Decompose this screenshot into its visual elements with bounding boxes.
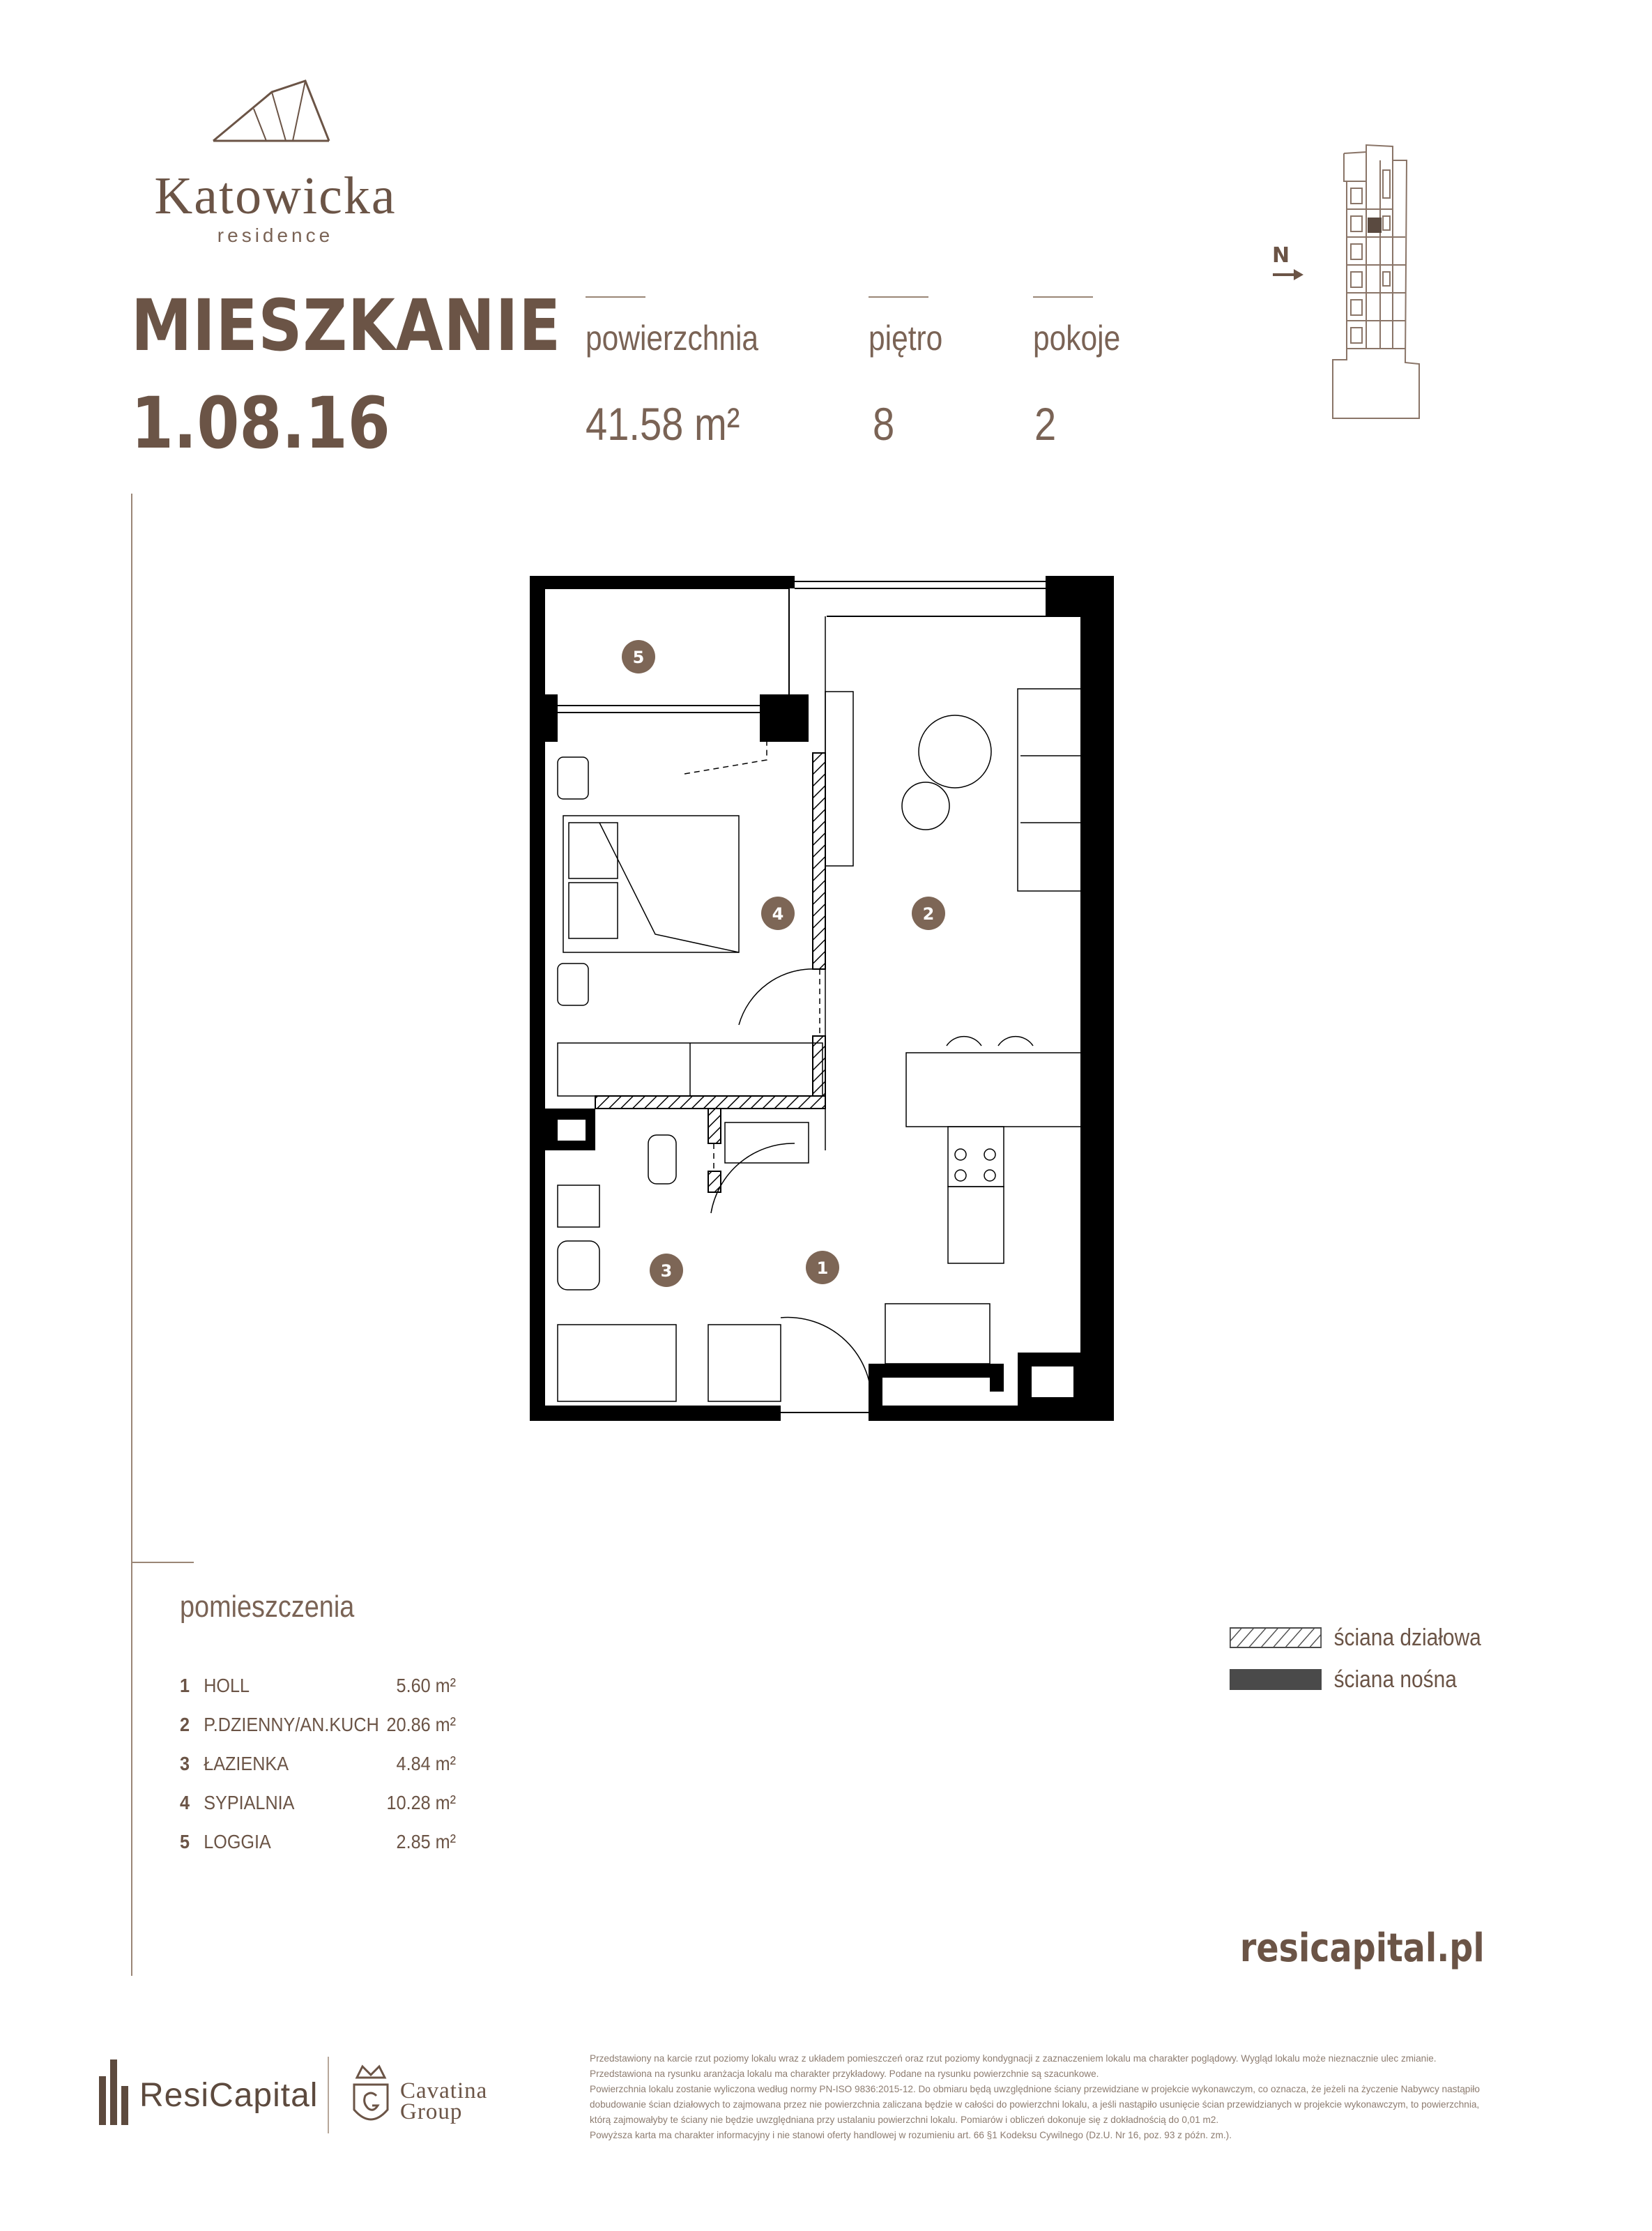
stat-label-rooms: pokoje xyxy=(1033,319,1121,358)
resicapital-logo-icon xyxy=(98,2055,137,2132)
website-link[interactable]: resicapital.pl xyxy=(1240,1926,1485,1971)
room-area: 2.85 m² xyxy=(396,1831,456,1852)
stat-label-area: powierzchnia xyxy=(586,319,759,358)
hatched-wall-swatch xyxy=(1230,1627,1322,1648)
room-row xyxy=(180,1753,456,1781)
apartment-label: MIESZKANIE xyxy=(131,284,562,367)
resicapital-logo-text: ResiCapital xyxy=(139,2077,319,2114)
stat-rule xyxy=(1033,296,1093,298)
room-area: 5.60 m² xyxy=(396,1675,456,1696)
room-area: 10.28 m² xyxy=(386,1792,456,1813)
disclaimer-line: Przedstawiona na rysunku aranżacja lokalu ma charakter przykładowy. Podane na rysunku powierzchnie są szacunkowe. xyxy=(590,2069,1099,2079)
logo-separator xyxy=(328,2057,329,2133)
mountain-logo-icon xyxy=(209,77,335,146)
room-name: HOLL xyxy=(204,1675,250,1696)
brand-subtitle: residence xyxy=(217,224,334,246)
room-number: 5 xyxy=(180,1831,190,1852)
room-number: 3 xyxy=(180,1753,190,1774)
cavatina-line2: Group xyxy=(400,2099,463,2124)
room-number: 1 xyxy=(180,1675,190,1696)
stat-label-floor: piętro xyxy=(869,319,943,358)
building-keyplan xyxy=(1269,139,1436,432)
room-area: 20.86 m² xyxy=(386,1714,456,1735)
apartment-number: 1.08.16 xyxy=(131,382,390,465)
north-arrow-icon xyxy=(1273,269,1303,280)
cavatina-logo-text xyxy=(400,2080,487,2122)
room-name: ŁAZIENKA xyxy=(204,1753,289,1774)
room-row xyxy=(180,1831,456,1859)
badge-4: 4 xyxy=(772,904,784,924)
room-row xyxy=(180,1792,456,1820)
room-row xyxy=(180,1675,456,1703)
badge-3: 3 xyxy=(660,1261,673,1281)
stat-value-rooms: 2 xyxy=(1034,398,1057,450)
badge-5: 5 xyxy=(632,648,645,667)
load-bearing-walls xyxy=(530,576,1114,1421)
stat-rule xyxy=(869,296,928,298)
badge-1: 1 xyxy=(816,1258,829,1278)
room-area: 4.84 m² xyxy=(396,1753,456,1774)
disclaimer-line: Powierzchnia lokalu zostanie wyliczona według normy PN-ISO 9836:2015-12. Do obmiaru będą uwzględnione ściany przewidziane w projekcie wykonawczym, co oznacza, że jeżeli na życzenie Nabywcy nastąpiło dobudowanie ścian działowych to zajmowana przez nie powierzchnia zaliczana będzie w całości do powierzchni lokalu, a jeśli nastąpiło usunięcie ścian przewidzianych w projekcie wykonawczym, to powierzchnia, którą zajmowałyby te ściany nie będzie uwzględniana przy ustalaniu powierzchni lokalu. Pomiarów i obliczeń dokonuje się z dokładnością do 0,01 m2. xyxy=(590,2084,1480,2125)
stat-value-floor: 8 xyxy=(873,398,895,450)
legend-label: ściana nośna xyxy=(1333,1666,1457,1693)
room-name: LOGGIA xyxy=(204,1831,271,1852)
disclaimer-line: Powyższa karta ma charakter informacyjny i nie stanowi oferty handlowej w rozumieniu art. 66 §1 Kodeksu Cywilnego (Dz.U. Nr 16, poz. 93 z późn. zm.). xyxy=(590,2130,1232,2140)
legend-label: ściana działowa xyxy=(1333,1624,1481,1651)
floor-plan xyxy=(530,572,1129,1422)
disclaimer-line: Przedstawiony na karcie rzut poziomy lokalu wraz z układem pomieszczeń oraz rzut poziomy kondygnacji z zaznaczeniem lokalu ma charakter poglądowy. Wygląd lokalu może nieznacznie ulec zmianie. xyxy=(590,2053,1437,2064)
north-label: N xyxy=(1272,243,1290,268)
room-name: P.DZIENNY/AN.KUCH xyxy=(204,1714,379,1735)
left-divider xyxy=(131,494,132,1976)
room-number: 2 xyxy=(180,1714,190,1735)
highlighted-unit xyxy=(1368,218,1382,233)
stat-rule xyxy=(586,296,645,298)
brand-name: Katowicka xyxy=(154,167,397,225)
cavatina-line1: Cavatina xyxy=(400,2078,488,2103)
badge-2: 2 xyxy=(922,904,935,924)
room-number: 4 xyxy=(180,1792,190,1813)
rooms-title: pomieszczenia xyxy=(180,1590,355,1624)
rooms-divider xyxy=(131,1562,194,1563)
stat-value-area: 41.58 m² xyxy=(586,398,740,450)
room-name: SYPIALNIA xyxy=(204,1792,295,1813)
cavatina-crest-icon xyxy=(349,2057,393,2133)
room-row xyxy=(180,1714,456,1742)
solid-wall-swatch xyxy=(1230,1669,1322,1690)
disclaimer xyxy=(590,2051,1489,2143)
